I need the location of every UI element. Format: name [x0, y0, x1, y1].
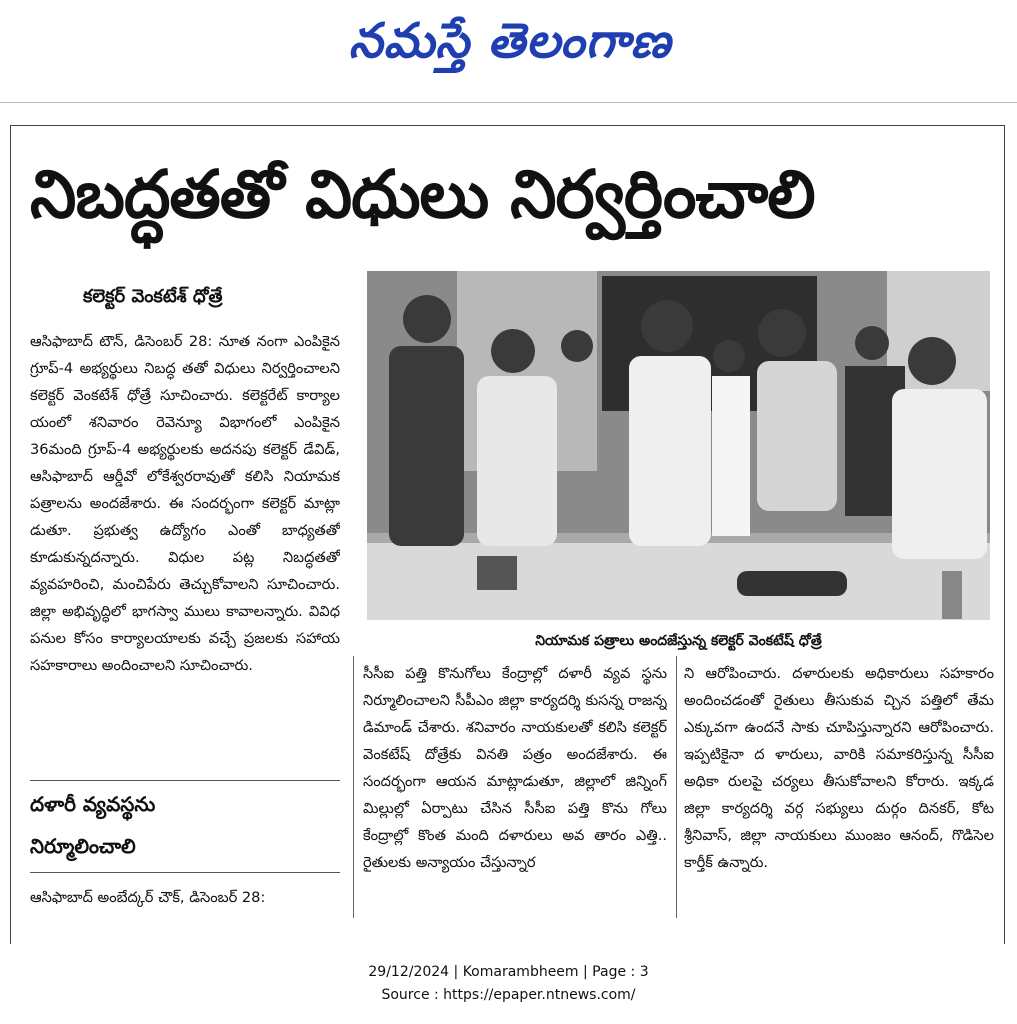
second-article-heading-line2: నిర్మూలించాలి	[30, 834, 136, 858]
photo-illustration	[367, 271, 990, 620]
newspaper-logo: నమస్తే తెలంగాణ	[348, 13, 672, 69]
second-article-dateline: ఆసిఫాబాద్ అంబేద్కర్ చౌక్, డిసెంబర్ 28:	[30, 889, 266, 906]
article-headline: నిబద్ధతతో విధులు నిర్వర్తించాలి	[30, 156, 815, 233]
masthead	[0, 0, 1017, 100]
second-article-column3: ని ఆరోపించారు. దళారులకు అధికారులు సహకారం అందించడంతో రైతులు తీసుకువ చ్చిన పత్తిలో తేమ ఎక్కువగా ఉందనే సాకు చూపిస్తున్నారని ఆరోపించారు. ఇప్పటికైనా ద ళారులు, వారికి సమాకరిస్తున్న సీసీఐ అధికా రులపై చర్యలు తీసుకోవాలని కోరారు. ఇక్కడ జిల్లా కార్యదర్శి వర్గ సభ్యులు దుర్గం దినకర్, కోట శ్రీనివాస్, జిల్లా నాయకులు ముంజం ఆనంద్, గొడిసెల కార్తీక్ ఉన్నారు.	[684, 665, 994, 871]
divider	[30, 780, 340, 781]
column-divider	[353, 656, 354, 918]
footer-source: Source : https://epaper.ntnews.com/	[381, 987, 636, 1003]
lead-column	[30, 328, 340, 774]
column-divider	[676, 656, 677, 918]
lead-paragraph: ఆసిఫాబాద్ టౌన్, డిసెంబర్ 28: నూత నంగా ఎంపికైన గ్రూప్-4 అభ్యర్థులు నిబద్ధ తతో విధులు నిర్వర్తించాలని కలెక్టర్ వెంకటేశ్ ధోత్రే సూచించారు. కలెక్టరేట్ కార్యాల యంలో శనివారం రెవెన్యూ విభాగంలో ఎంపికైన 36మంది గ్రూప్-4 అభ్యర్థులకు అదనపు కలెక్టర్ డేవిడ్, ఆసిఫాబాద్ ఆర్డీవో లోకేశ్వరరావుతో కలిసి నియామక పత్రాలను అందజేశారు. ఈ సందర్భంగా కలెక్టర్ మాట్లా డుతూ. ప్రభుత్వ ఉద్యోగం ఎంతో బాధ్యతతో కూడుకున్నదన్నారు. విధుల పట్ల నిబద్ధతతో వ్యవహరించి, మంచిపేరు తెచ్చుకోవాలని సూచించారు. జిల్లా అభివృద్ధిలో భాగస్వా ములు కావాలన్నారు. వివిధ పనుల కోసం కార్యాలయాలకు వచ్చే ప్రజలకు సహాయ సహకారాలు అందించాలని సూచించారు.	[30, 333, 340, 674]
article-subheadline: కలెక్టర్ వెంకటేశ్ ధోత్రే	[83, 286, 223, 307]
news-photo	[367, 271, 990, 620]
second-article-column2: సీసీఐ పత్తి కొనుగోలు కేంద్రాల్లో దళారీ వ్యవ స్థను నిర్మూలించాలని సీపీఎం జిల్లా కార్యదర్శి కుసన్న రాజన్న డిమాండ్ చేశారు. శనివారం నాయకులతో కలిసి కలెక్టర్ వెంకటేష్ దోత్రేకు వినతి పత్రం అందజేశారు. ఈ సందర్భంగా ఆయన మాట్లాడుతూ, జిల్లాలో జిన్నింగ్ మిల్లుల్లో ఏర్పాటు చేసిన సీసీఐ పత్తి కొను గోలు కేంద్రాల్లో కొంత మంది దళారులు అవ తారం ఎత్తి.. రైతులకు అన్యాయం చేస్తున్నార	[363, 665, 667, 871]
divider	[30, 872, 340, 873]
masthead-divider	[0, 102, 1017, 103]
second-article-heading-line1: దళారీ వ్యవస్థను	[30, 792, 156, 816]
photo-caption: నియామక పత్రాలు అందజేస్తున్న కలెక్టర్ వెంకటేష్ ధోత్రే	[535, 633, 822, 649]
footer-edition-info: 29/12/2024 | Komarambheem | Page : 3	[368, 964, 649, 980]
